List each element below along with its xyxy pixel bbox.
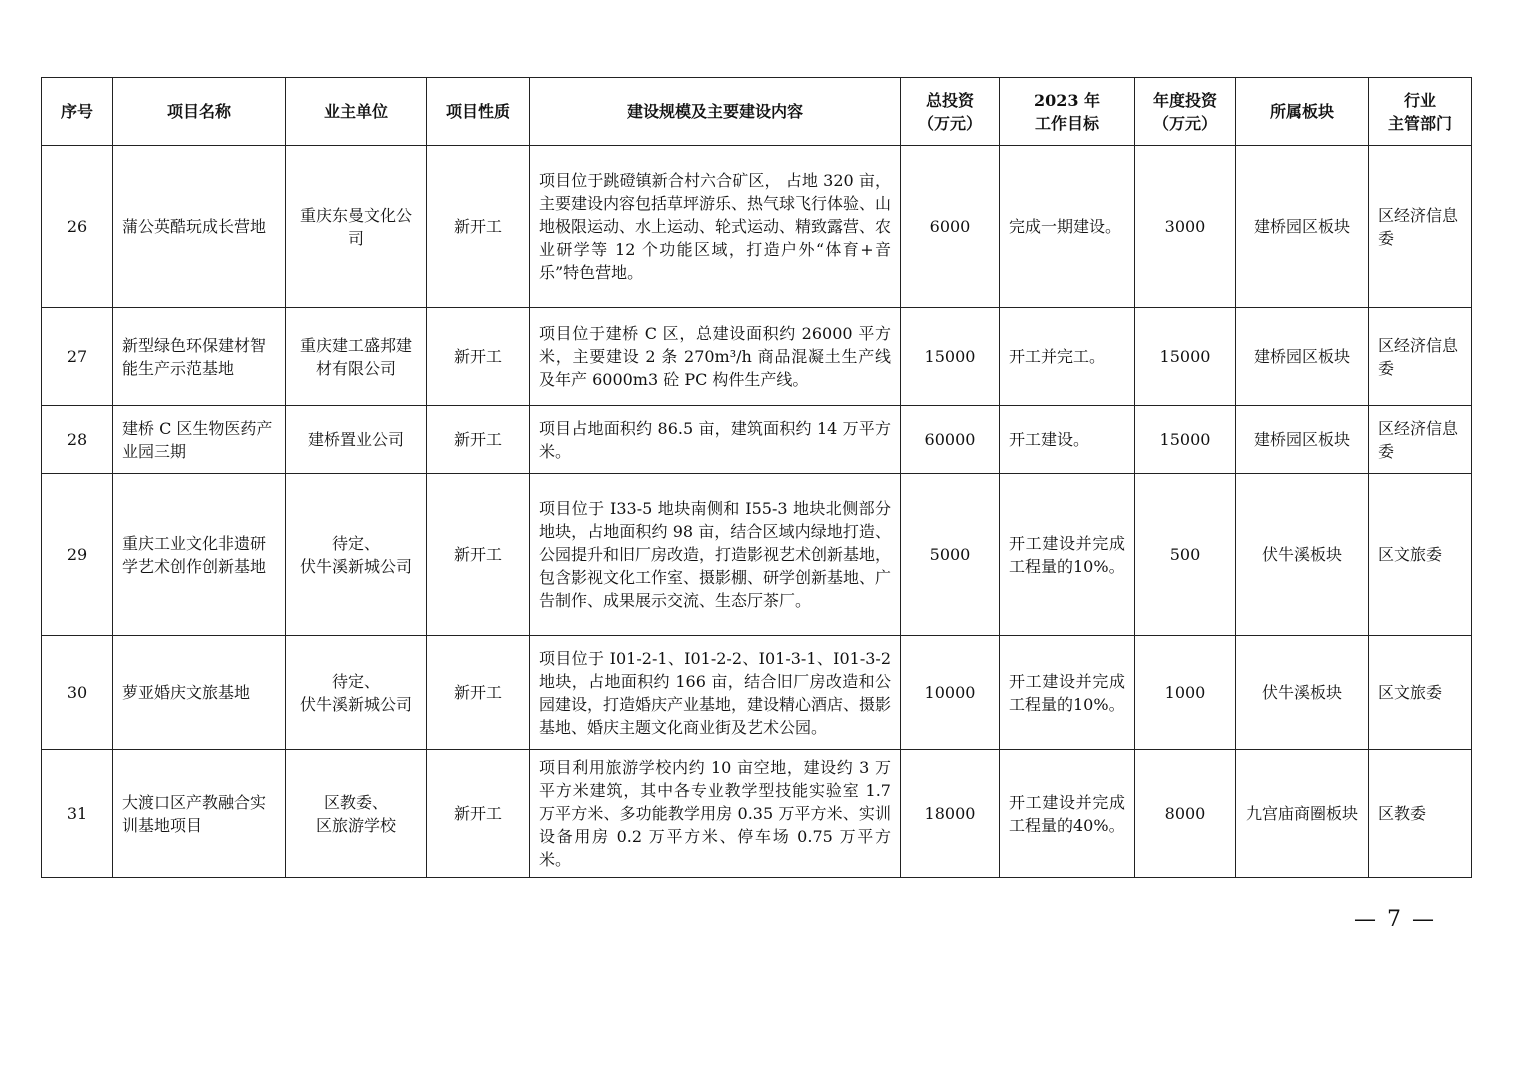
cell-dept: 区经济信息委	[1369, 146, 1472, 308]
cell-sector: 建桥园区板块	[1236, 308, 1369, 406]
cell-sector: 九宫庙商圈板块	[1236, 750, 1369, 878]
cell-annual: 3000	[1135, 146, 1236, 308]
table-row	[42, 750, 1472, 878]
header-content: 建设规模及主要建设内容	[530, 78, 901, 146]
header-total: 总投资 （万元）	[901, 78, 1000, 146]
page-number: — 7 —	[1354, 907, 1436, 932]
cell-owner: 区教委、 区旅游学校	[286, 750, 427, 878]
table-row	[42, 406, 1472, 474]
cell-annual: 8000	[1135, 750, 1236, 878]
cell-total: 6000	[901, 146, 1000, 308]
cell-goal: 开工建设并完成工程量的40%。	[1000, 750, 1135, 878]
cell-seq: 29	[42, 474, 113, 636]
cell-owner: 待定、 伏牛溪新城公司	[286, 636, 427, 750]
table-row	[42, 308, 1472, 406]
cell-owner: 重庆东曼文化公司	[286, 146, 427, 308]
project-table	[41, 77, 1472, 878]
cell-dept: 区经济信息委	[1369, 308, 1472, 406]
cell-goal: 开工并完工。	[1000, 308, 1135, 406]
cell-nature: 新开工	[427, 636, 530, 750]
header-seq: 序号	[42, 78, 113, 146]
table-row	[42, 636, 1472, 750]
cell-content: 项目位于建桥 C 区，总建设面积约 26000 平方米，主要建设 2 条 270m³/h 商品混凝土生产线及年产 6000m3 砼 PC 构件生产线。	[530, 308, 901, 406]
cell-goal: 完成一期建设。	[1000, 146, 1135, 308]
cell-nature: 新开工	[427, 750, 530, 878]
cell-owner: 待定、 伏牛溪新城公司	[286, 474, 427, 636]
cell-nature: 新开工	[427, 146, 530, 308]
header-name: 项目名称	[113, 78, 286, 146]
header-sector: 所属板块	[1236, 78, 1369, 146]
header-annual: 年度投资 （万元）	[1135, 78, 1236, 146]
cell-total: 60000	[901, 406, 1000, 474]
cell-annual: 15000	[1135, 308, 1236, 406]
cell-content: 项目位于跳磴镇新合村六合矿区， 占地 320 亩，主要建设内容包括草坪游乐、热气球飞行体验、山地极限运动、水上运动、轮式运动、精致露营、农业研学等 12 个功能区域，打造户外“体育+音乐”特色营地。	[530, 146, 901, 308]
cell-annual: 500	[1135, 474, 1236, 636]
cell-total: 15000	[901, 308, 1000, 406]
cell-dept: 区经济信息委	[1369, 406, 1472, 474]
cell-name: 蒲公英酷玩成长营地	[113, 146, 286, 308]
table-row	[42, 146, 1472, 308]
cell-name: 大渡口区产教融合实训基地项目	[113, 750, 286, 878]
cell-dept: 区文旅委	[1369, 636, 1472, 750]
header-row	[42, 78, 1472, 146]
cell-nature: 新开工	[427, 406, 530, 474]
cell-goal: 开工建设并完成工程量的10%。	[1000, 636, 1135, 750]
cell-sector: 建桥园区板块	[1236, 406, 1369, 474]
cell-nature: 新开工	[427, 308, 530, 406]
header-nature: 项目性质	[427, 78, 530, 146]
cell-content: 项目占地面积约 86.5 亩，建筑面积约 14 万平方米。	[530, 406, 901, 474]
cell-seq: 28	[42, 406, 113, 474]
table-row	[42, 474, 1472, 636]
cell-dept: 区教委	[1369, 750, 1472, 878]
cell-total: 10000	[901, 636, 1000, 750]
cell-annual: 1000	[1135, 636, 1236, 750]
header-owner: 业主单位	[286, 78, 427, 146]
cell-seq: 31	[42, 750, 113, 878]
cell-content: 项目位于 I01-2-1、I01-2-2、I01-3-1、I01-3-2 地块，占地面积约 166 亩，结合旧厂房改造和公园建设，打造婚庆产业基地，建设精心酒店、摄影基地、婚庆主题文化商业街及艺术公园。	[530, 636, 901, 750]
cell-seq: 30	[42, 636, 113, 750]
cell-nature: 新开工	[427, 474, 530, 636]
cell-goal: 开工建设并完成工程量的10%。	[1000, 474, 1135, 636]
cell-annual: 15000	[1135, 406, 1236, 474]
header-goal: 2023 年 工作目标	[1000, 78, 1135, 146]
cell-goal: 开工建设。	[1000, 406, 1135, 474]
cell-total: 5000	[901, 474, 1000, 636]
cell-seq: 27	[42, 308, 113, 406]
cell-sector: 伏牛溪板块	[1236, 474, 1369, 636]
header-dept: 行业 主管部门	[1369, 78, 1472, 146]
cell-dept: 区文旅委	[1369, 474, 1472, 636]
cell-name: 重庆工业文化非遗研学艺术创作创新基地	[113, 474, 286, 636]
cell-name: 萝亚婚庆文旅基地	[113, 636, 286, 750]
cell-owner: 建桥置业公司	[286, 406, 427, 474]
cell-total: 18000	[901, 750, 1000, 878]
cell-name: 新型绿色环保建材智能生产示范基地	[113, 308, 286, 406]
cell-seq: 26	[42, 146, 113, 308]
cell-content: 项目位于 I33-5 地块南侧和 I55-3 地块北侧部分地块，占地面积约 98 亩，结合区域内绿地打造、公园提升和旧厂房改造，打造影视艺术创新基地，包含影视文化工作室、摄影棚、研学创新基地、广告制作、成果展示交流、生态厅茶厂。	[530, 474, 901, 636]
cell-name: 建桥 C 区生物医药产业园三期	[113, 406, 286, 474]
cell-content: 项目利用旅游学校内约 10 亩空地，建设约 3 万平方米建筑，其中各专业教学型技能实验室 1.7 万平方米、多功能教学用房 0.35 万平方米、实训设备用房 0.2 万平方米、停车场 0.75 万平方米。	[530, 750, 901, 878]
cell-sector: 建桥园区板块	[1236, 146, 1369, 308]
cell-sector: 伏牛溪板块	[1236, 636, 1369, 750]
cell-owner: 重庆建工盛邦建材有限公司	[286, 308, 427, 406]
